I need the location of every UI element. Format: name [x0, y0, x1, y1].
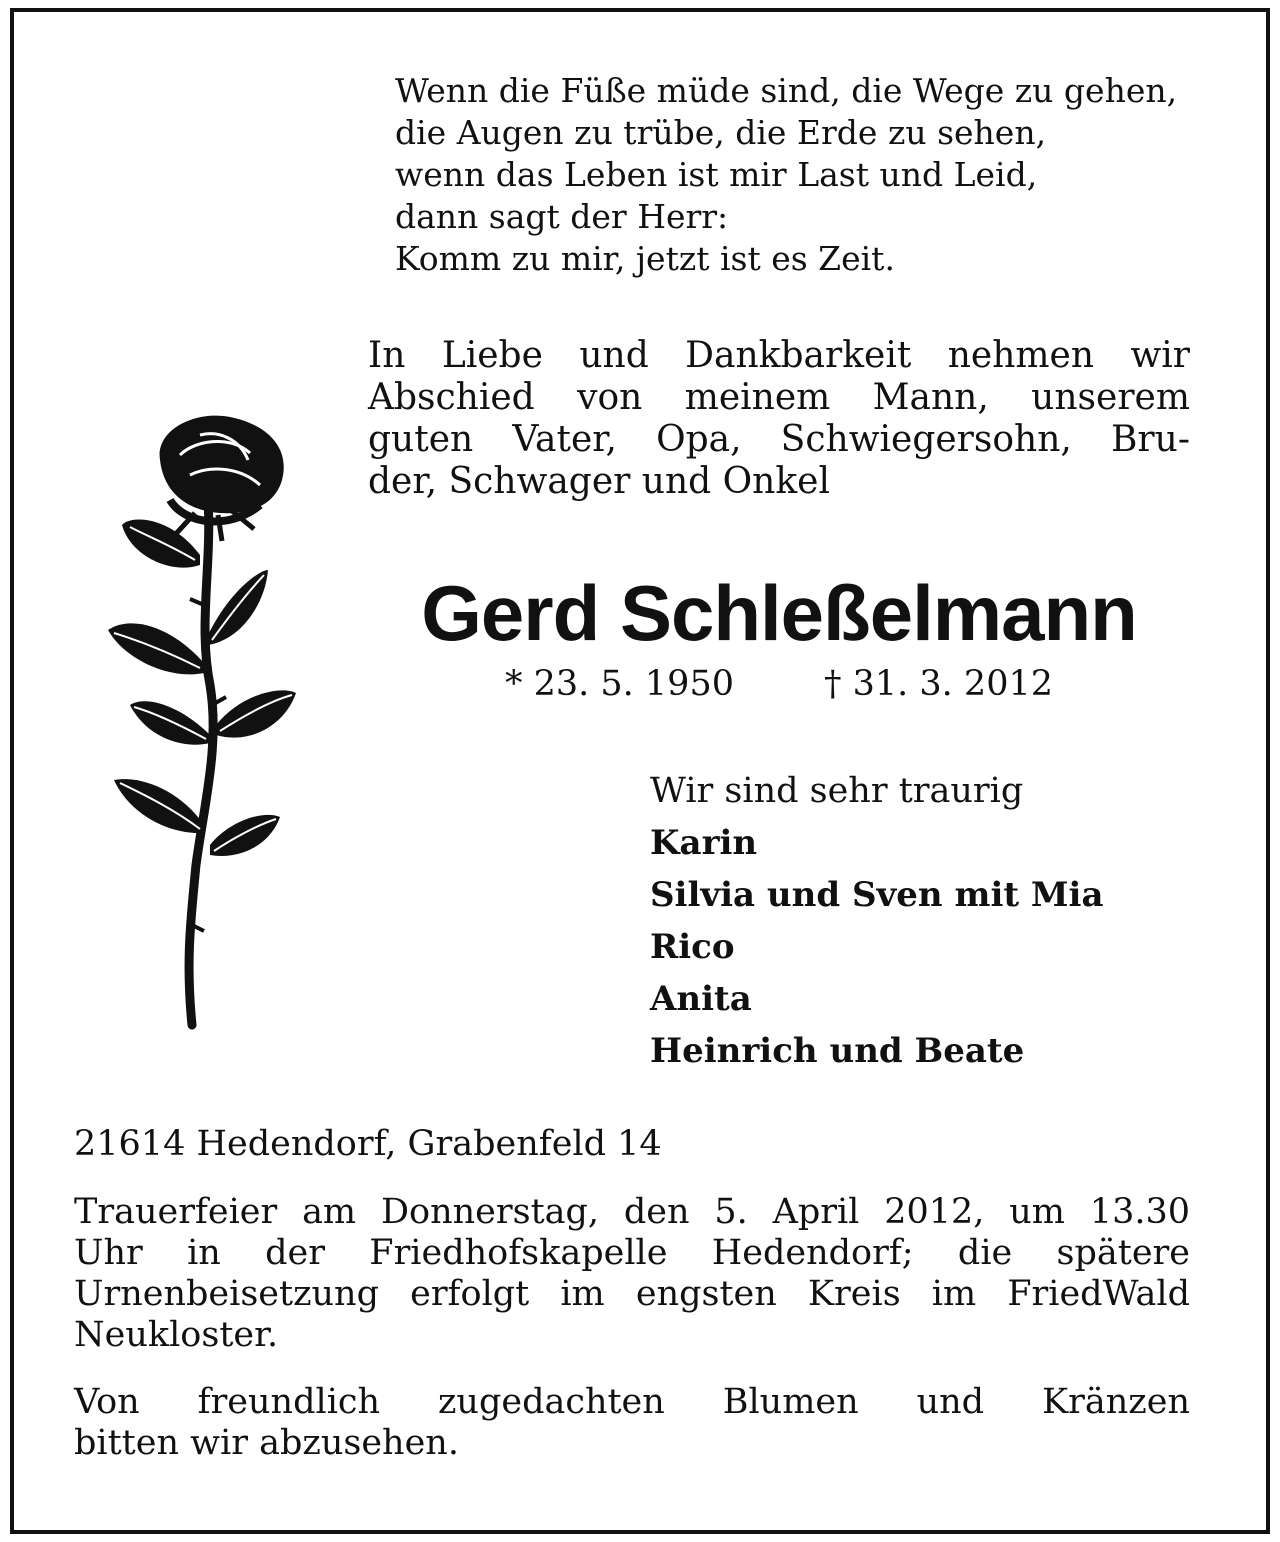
- poem-line: Wenn die Füße müde sind, die Wege zu gehen,: [395, 71, 1178, 110]
- death-date: † 31. 3. 2012: [824, 664, 1054, 704]
- mourner-name: Silvia und Sven mit Mia: [650, 875, 1104, 915]
- ceremony-line: Trauerfeier am Donnerstag, den 5. April 2012, um 13.30: [74, 1192, 1190, 1232]
- flowers-line: bitten wir abzusehen.: [74, 1423, 459, 1463]
- ceremony-line: Uhr in der Friedhofskapelle Hedendorf; die spätere: [74, 1233, 1190, 1273]
- flowers-note: [74, 1382, 1190, 1464]
- poem-line: dann sagt der Herr:: [395, 197, 729, 236]
- intro-line: der, Schwager und Onkel: [368, 461, 830, 502]
- ceremony-line: Neukloster.: [74, 1315, 279, 1355]
- ceremony-line: Urnenbeisetzung erfolgt im engsten Kreis im FriedWald: [74, 1274, 1190, 1314]
- address: 21614 Hedendorf, Grabenfeld 14: [74, 1124, 662, 1164]
- mourner-name: Karin: [650, 823, 758, 863]
- poem-line: Komm zu mir, jetzt ist es Zeit.: [395, 239, 895, 278]
- intro-line: guten Vater, Opa, Schwiegersohn, Bru-: [368, 419, 1190, 460]
- birth-date: * 23. 5. 1950: [504, 664, 734, 704]
- deceased-name: Gerd Schleßelmann: [421, 569, 1137, 657]
- intro-text: [368, 335, 1190, 503]
- mourner-name: Heinrich und Beate: [650, 1031, 1025, 1071]
- poem-line: die Augen zu trübe, die Erde zu sehen,: [395, 113, 1047, 152]
- rose-icon: [100, 405, 310, 1035]
- mourner-name: Rico: [650, 927, 735, 967]
- mourner-name: Anita: [650, 979, 752, 1019]
- mourners-heading: Wir sind sehr traurig: [650, 771, 1024, 811]
- life-dates: [368, 662, 1190, 706]
- ceremony-info: [74, 1192, 1190, 1356]
- intro-line: Abschied von meinem Mann, unserem: [368, 377, 1190, 418]
- flowers-line: Von freundlich zugedachten Blumen und Kränzen: [74, 1382, 1190, 1422]
- poem-line: wenn das Leben ist mir Last und Leid,: [395, 155, 1038, 194]
- poem: [395, 70, 1215, 280]
- intro-line: In Liebe und Dankbarkeit nehmen wir: [368, 335, 1190, 376]
- mourners-list: [650, 765, 1210, 1077]
